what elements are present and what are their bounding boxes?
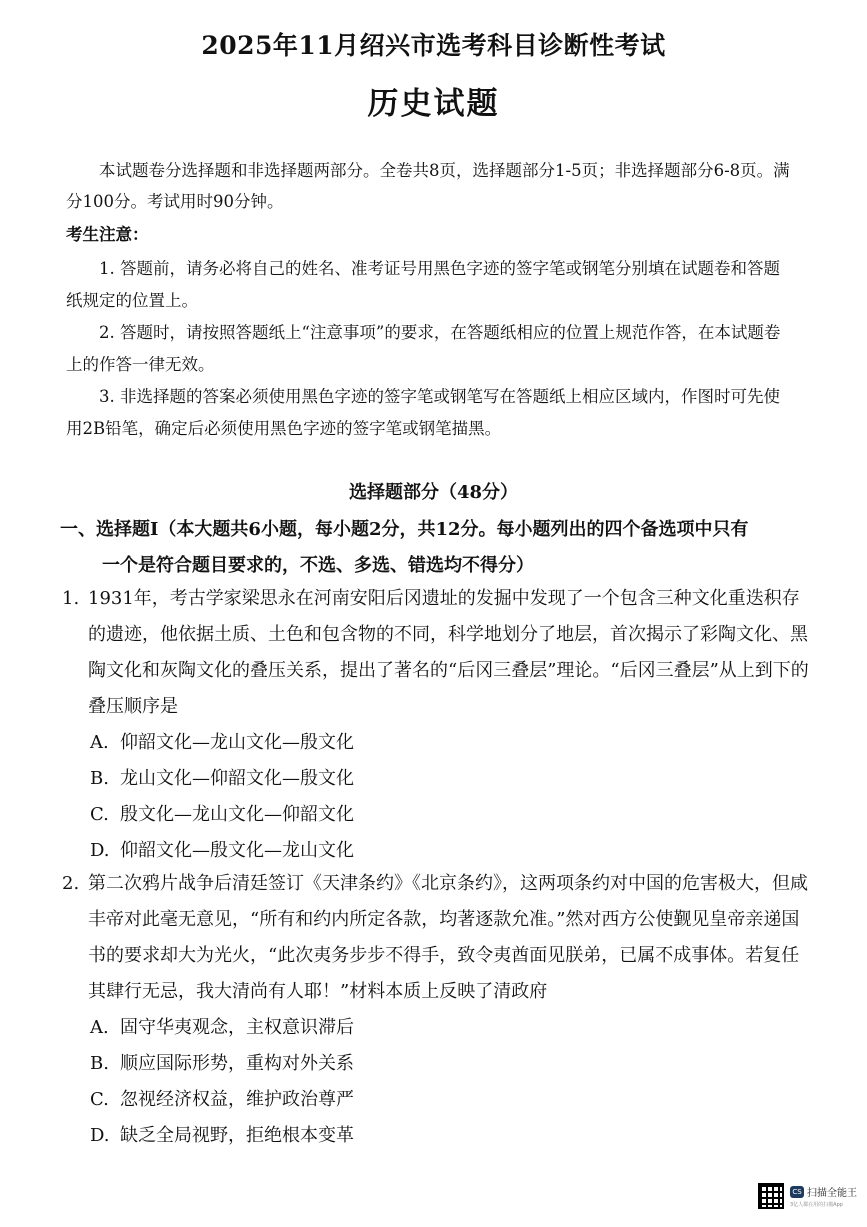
option-text: 龙山文化—仰韶文化—殷文化 bbox=[120, 768, 354, 789]
option-letter: C. bbox=[90, 804, 109, 825]
scanner-watermark bbox=[758, 1180, 858, 1212]
option-a bbox=[62, 725, 812, 761]
option-text: 仰韶文化—龙山文化—殷文化 bbox=[120, 732, 354, 753]
option-letter: C. bbox=[90, 1089, 109, 1110]
question-1 bbox=[62, 581, 812, 869]
part-heading bbox=[60, 512, 810, 584]
qr-code-icon bbox=[758, 1183, 784, 1209]
option-text: 缺乏全局视野，拒绝根本变革 bbox=[120, 1125, 354, 1146]
option-b bbox=[62, 1046, 812, 1082]
option-text: 殷文化—龙山文化—仰韶文化 bbox=[120, 804, 354, 825]
subject-title: 历史试题 bbox=[367, 86, 500, 122]
question-stem: 第二次鸦片战争后清廷签订《天津条约》《北京条约》，这两项条约对中国的危害极大，但咸丰帝对此毫无意见，“所有和约内所定各款，均著逐款允准。”然对西方公使觐见皇帝亲递国书的要求却大为光火，“此次夷务步步不得手，致令夷酋面见朕弟，已属不成事体。若复任其肆行无忌，我大清尚有人耶！”材料本质上反映了清政府 bbox=[88, 873, 808, 1002]
watermark-subtitle: 3亿人都在用的扫描App bbox=[790, 1202, 843, 1208]
option-letter: A. bbox=[90, 732, 109, 753]
option-d bbox=[62, 1118, 812, 1154]
option-d bbox=[62, 833, 812, 869]
notice-item-1: 1. 答题前，请务必将自己的姓名、准考证号用黑色字迹的签字笔或钢笔分别填在试题卷和答题纸规定的位置上。 bbox=[66, 259, 780, 310]
option-letter: A. bbox=[90, 1017, 109, 1038]
option-text: 顺应国际形势，重构对外关系 bbox=[120, 1053, 354, 1074]
question-number: 1. bbox=[62, 588, 80, 609]
option-text: 仰韶文化—殷文化—龙山文化 bbox=[120, 840, 354, 861]
watermark-brand bbox=[790, 1184, 857, 1199]
option-text: 固守华夷观念，主权意识滞后 bbox=[120, 1017, 354, 1038]
option-c bbox=[62, 797, 812, 833]
option-c bbox=[62, 1082, 812, 1118]
option-letter: B. bbox=[90, 1053, 109, 1074]
section-title: 选择题部分（48分） bbox=[348, 482, 519, 503]
option-text: 忽视经济权益，维护政治尊严 bbox=[120, 1089, 354, 1110]
notice-item-2: 2. 答题时，请按照答题纸上“注意事项”的要求，在答题纸相应的位置上规范作答，在本试题卷上的作答一律无效。 bbox=[66, 323, 781, 374]
notice-title: 考生注意： bbox=[66, 225, 149, 244]
part-heading-line1: 一、选择题Ⅰ（本大题共6小题，每小题2分，共12分。每小题列出的四个备选项中只有 bbox=[60, 519, 749, 540]
question-2 bbox=[62, 866, 812, 1154]
notice-item-3: 3. 非选择题的答案必须使用黑色字迹的签字笔或钢笔写在答题纸上相应区域内，作图时可先使用2B铅笔，确定后必须使用黑色字迹的签字笔或钢笔描黑。 bbox=[66, 387, 780, 438]
question-stem: 1931年，考古学家梁思永在河南安阳后冈遗址的发掘中发现了一个包含三种文化重迭积存的遗迹，他依据土质、土色和包含物的不同，科学地划分了地层，首次揭示了彩陶文化、黑陶文化和灰陶文化的叠压关系，提出了著名的“后冈三叠层”理论。“后冈三叠层”从上到下的叠压顺序是 bbox=[88, 588, 809, 717]
watermark-text bbox=[790, 1184, 857, 1208]
option-b bbox=[62, 761, 812, 797]
camscanner-logo-icon: CS bbox=[790, 1186, 804, 1198]
option-letter: D. bbox=[90, 840, 110, 861]
exam-intro: 本试题卷分选择题和非选择题两部分。全卷共8页，选择题部分1-5页；非选择题部分6-8页。满分100分。考试用时90分钟。 bbox=[66, 161, 790, 211]
exam-title: 2025年11月绍兴市选考科目诊断性考试 bbox=[201, 31, 666, 60]
option-letter: B. bbox=[90, 768, 109, 789]
option-letter: D. bbox=[90, 1125, 110, 1146]
option-a bbox=[62, 1010, 812, 1046]
watermark-brand-name: 扫描全能王 bbox=[807, 1188, 857, 1199]
part-heading-line2: 一个是符合题目要求的，不选、多选、错选均不得分） bbox=[102, 555, 534, 576]
question-number: 2. bbox=[62, 873, 80, 894]
